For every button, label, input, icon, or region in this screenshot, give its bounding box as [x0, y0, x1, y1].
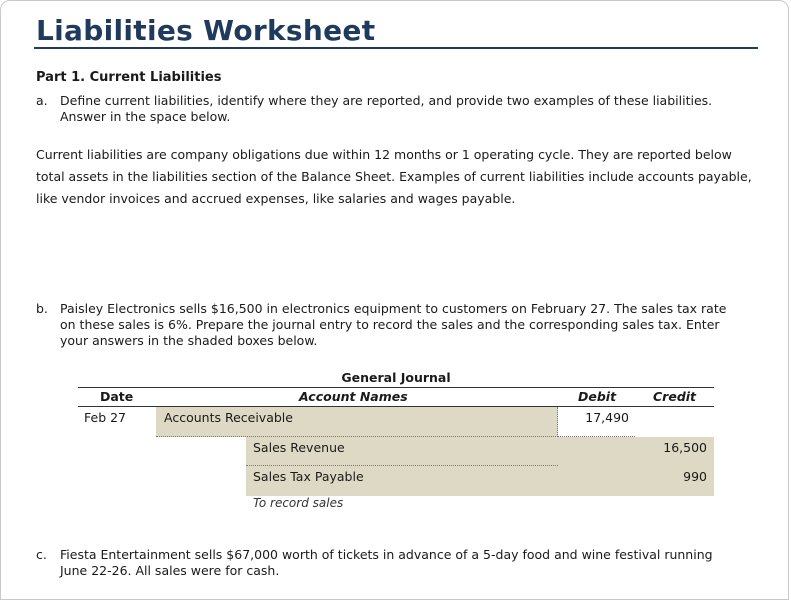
header-account-names: Account Names: [299, 389, 408, 404]
question-b: [36, 301, 740, 349]
row2-debit-field[interactable]: [558, 437, 635, 466]
title-underline: [34, 47, 758, 49]
question-c-letter: c.: [36, 547, 47, 562]
journal-title: General Journal: [341, 370, 451, 385]
journal-memo: To record sales: [253, 496, 344, 510]
question-b-letter: b.: [36, 301, 48, 316]
header-credit: Credit: [653, 389, 697, 404]
question-a-letter: a.: [36, 93, 48, 108]
row1-account-field[interactable]: Accounts Receivable: [156, 407, 558, 437]
journal-top-rule: [78, 387, 714, 388]
row1-debit-field[interactable]: 17,490: [558, 407, 635, 437]
row2-account-field[interactable]: Sales Revenue: [246, 437, 558, 466]
question-a: [36, 93, 740, 125]
question-c: [36, 547, 740, 579]
header-debit: Debit: [578, 389, 617, 404]
page-title: Liabilities Worksheet: [36, 14, 376, 47]
row3-credit-field[interactable]: 990: [635, 466, 714, 496]
question-c-text: Fiesta Entertainment sells $67,000 worth of tickets in advance of a 5-day food and wine festival running June 22-26. All sales were for cash.: [60, 547, 713, 578]
row2-credit-field[interactable]: 16,500: [635, 437, 714, 466]
question-a-text: Define current liabilities, identify where they are reported, and provide two examples of these liabilities. Answer in the space below.: [60, 93, 713, 124]
row3-account-field[interactable]: Sales Tax Payable: [246, 466, 558, 496]
question-b-text: Paisley Electronics sells $16,500 in electronics equipment to customers on February 27. The sales tax rate on these sales is 6%. Prepare the journal entry to record the sales and the corresponding sales tax. Enter your answers in the shaded boxes below.: [60, 301, 727, 348]
row3-debit-field[interactable]: [558, 466, 635, 496]
row1-date: Feb 27: [84, 410, 127, 425]
answer-a-text[interactable]: Current liabilities are company obligations due within 12 months or 1 operating cycle. They are reported below total assets in the liabilities section of the Balance Sheet. Examples of current liabilities include accounts payable, like vendor invoices and accrued expenses, like salaries and wages payable.: [36, 147, 752, 206]
header-date: Date: [100, 389, 134, 404]
part1-heading: Part 1. Current Liabilities: [36, 70, 222, 85]
